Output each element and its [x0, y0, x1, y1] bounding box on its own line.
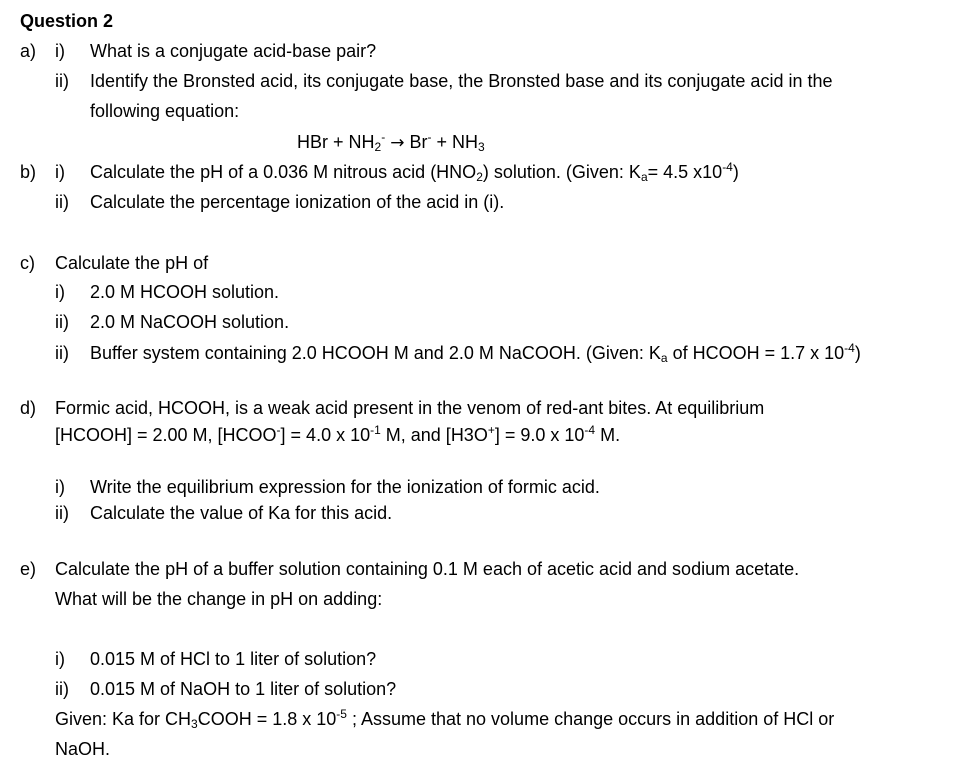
equation-nh3-subscript: 3 — [478, 140, 485, 154]
part-a-i-text: What is a conjugate acid-base pair? — [90, 41, 377, 61]
part-e-ii-text: 0.015 M of NaOH to 1 liter of solution? — [90, 679, 397, 699]
part-e-text-continued: What will be the change in pH on adding: — [55, 589, 383, 609]
part-d-text: Formic acid, HCOOH, is a weak acid present in the venom of red-ant bites. At equilibrium — [55, 398, 765, 418]
part-b-i-text: Calculate the pH of a 0.036 M nitrous acid $(HNO_2)$ solution. (Given: $K_a= 4.5$ $x10^{-4}$) — [90, 160, 739, 184]
part-d-concentrations: [HCOOH] = 2.00 M, [HCOO-] = 4.0 x $10^{-1}$ M, and [H3O+] = 9.0 x $10^{-4}$ M. — [55, 423, 621, 445]
question-title: Question 2 — [20, 11, 114, 31]
part-d-ii-number: ii) — [55, 503, 69, 523]
part-b-label: b) — [20, 162, 37, 182]
part-e-i-text: 0.015 M of HCl to 1 liter of solution? — [90, 649, 377, 669]
part-a-ii-text-continued: following equation: — [90, 101, 240, 121]
part-b-i-number: i) — [55, 162, 65, 182]
part-a-ii-text: Identify the Bronsted acid, its conjugate base, the Bronsted base and its conjugate acid in the — [90, 71, 833, 91]
part-c-iii-number: ii) — [55, 343, 69, 363]
part-d-ii-text: Calculate the value of Ka for this acid. — [90, 503, 393, 523]
part-c-ii-text: 2.0 M NaCOOH solution. — [90, 312, 290, 332]
equation-product-br: Br — [409, 132, 428, 152]
part-c-label: c) — [20, 253, 35, 273]
part-c-iii-text: Buffer system containing 2.0 HCOOH M and 2.0 M NaCOOH. (Given: $K_a$ of HCOOH = 1.7 x $10^{-4}$) — [90, 341, 861, 365]
part-e-given: Given: Ka for $CH_3COOH = 1.8$ x $10^{-5}$ ; Assume that no volume change occurs in addition of HCl or — [55, 707, 835, 731]
part-d-i-number: i) — [55, 477, 65, 497]
reaction-arrow-icon: → — [390, 133, 405, 153]
equation-nh2-charge: - — [381, 130, 386, 144]
part-d-i-text: Write the equilibrium expression for the ionization of formic acid. — [90, 477, 600, 497]
part-d-label: d) — [20, 398, 37, 418]
equation-br-charge: - — [427, 130, 432, 144]
part-a-label: a) — [20, 41, 37, 61]
part-e-given-continued: NaOH. — [55, 739, 111, 759]
part-c-i-number: i) — [55, 282, 65, 302]
equation-product-nh3: + NH — [431, 132, 478, 152]
part-c-i-text: 2.0 M HCOOH solution. — [90, 282, 280, 302]
part-b-ii-text: Calculate the percentage ionization of the acid in (i). — [90, 192, 505, 212]
part-c-ii-number: ii) — [55, 312, 69, 332]
part-e-label: e) — [20, 559, 37, 579]
part-e-ii-number: ii) — [55, 679, 69, 699]
part-b-ii-number: ii) — [55, 192, 69, 212]
part-c-intro: Calculate the pH of — [55, 253, 209, 273]
chemical-equation — [297, 131, 485, 154]
part-e-i-number: i) — [55, 649, 65, 669]
part-e-text: Calculate the pH of a buffer solution containing 0.1 M each of acetic acid and sodium acetate. — [55, 559, 800, 579]
equation-reactants: HBr + NH — [297, 132, 375, 152]
equation-nh2-subscript: 2 — [374, 140, 382, 154]
part-a-ii-number: ii) — [55, 71, 69, 91]
part-a-i-number: i) — [55, 41, 65, 61]
